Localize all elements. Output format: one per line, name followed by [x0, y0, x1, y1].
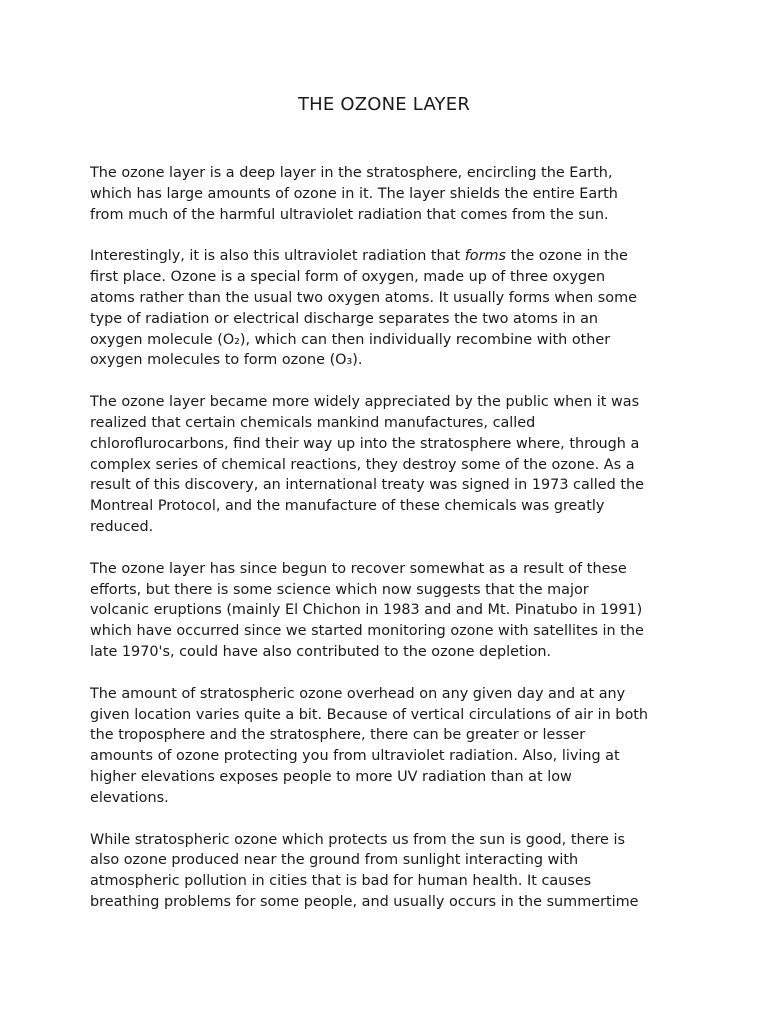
- paragraph-line: higher elevations exposes people to more UV radiation than at low: [90, 768, 572, 785]
- paragraph-3: [90, 392, 690, 538]
- paragraph-line: atmospheric pollution in cities that is bad for human health. It causes: [90, 873, 592, 890]
- paragraph-line: result of this discovery, an international treaty was signed in 1973 called the: [90, 477, 644, 494]
- paragraph-line: reduced.: [90, 518, 154, 535]
- paragraph-line: volcanic eruptions (mainly El Chichon in 1983 and and Mt. Pinatubo in 1991): [90, 602, 643, 619]
- paragraph-line: given location varies quite a bit. Because of vertical circulations of air in both: [90, 706, 649, 723]
- paragraph-line: While stratospheric ozone which protects us from the sun is good, there is: [90, 831, 625, 848]
- paragraph-line: also ozone produced near the ground from sunlight interacting with: [90, 852, 579, 869]
- paragraph-line: late 1970's, could have also contributed to the ozone depletion.: [90, 643, 552, 660]
- document-body: [90, 163, 690, 934]
- paragraph-line: chloroflurocarbons, find their way up into the stratosphere where, through a: [90, 435, 640, 452]
- paragraph-line: The ozone layer is a deep layer in the stratosphere, encircling the Earth,: [90, 165, 613, 181]
- paragraph-4: [90, 559, 690, 663]
- paragraph-line: The amount of stratospheric ozone overhead on any given day and at any: [90, 685, 626, 702]
- paragraph-line: the troposphere and the stratosphere, there can be greater or lesser: [90, 727, 586, 744]
- document-title: THE OZONE LAYER: [297, 94, 471, 115]
- paragraph-line: oxygen molecules to form ozone (O₃).: [90, 352, 363, 369]
- paragraph-line: The ozone layer became more widely appreciated by the public when it was: [90, 394, 640, 411]
- paragraph-line: which have occurred since we started monitoring ozone with satellites in the: [90, 623, 644, 640]
- paragraph-line: oxygen molecule (O₂), which can then individually recombine with other: [90, 331, 611, 348]
- paragraph-line: The ozone layer has since begun to recover somewhat as a result of these: [90, 560, 627, 577]
- paragraph-1: [90, 163, 690, 225]
- paragraph-5: [90, 684, 690, 809]
- paragraph-line: which has large amounts of ozone in it. The layer shields the entire Earth: [90, 185, 618, 202]
- paragraph-line: atoms rather than the usual two oxygen atoms. It usually forms when some: [90, 289, 637, 306]
- paragraph-line: amounts of ozone protecting you from ultraviolet radiation. Also, living at: [90, 748, 620, 765]
- paragraph-2: [90, 246, 690, 371]
- paragraph-line: complex series of chemical reactions, they destroy some of the ozone. As a: [90, 456, 635, 473]
- paragraph-line: Montreal Protocol, and the manufacture of these chemicals was greatly: [90, 498, 605, 515]
- paragraph-6: [90, 830, 690, 913]
- paragraph-line: type of radiation or electrical discharge separates the two atoms in an: [90, 310, 599, 327]
- paragraph-line: elevations.: [90, 789, 169, 806]
- paragraph-line: [90, 246, 690, 267]
- paragraph-text: Interestingly, it is also this ultraviolet radiation that: [90, 248, 465, 265]
- emphasis-text: forms: [464, 248, 507, 265]
- paragraph-line: efforts, but there is some science which now suggests that the major: [90, 581, 589, 598]
- paragraph-text: the ozone in the: [506, 248, 628, 265]
- paragraph-line: breathing problems for some people, and usually occurs in the summertime: [90, 893, 639, 910]
- paragraph-line: first place. Ozone is a special form of oxygen, made up of three oxygen: [90, 269, 606, 286]
- paragraph-line: from much of the harmful ultraviolet radiation that comes from the sun.: [90, 206, 609, 223]
- paragraph-line: realized that certain chemicals mankind manufactures, called: [90, 414, 536, 431]
